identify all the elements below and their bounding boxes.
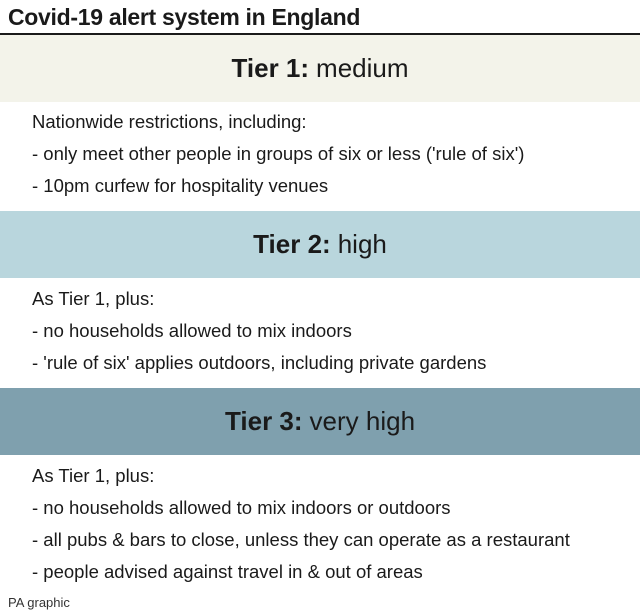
tier-3-item: - people advised against travel in & out of areas [32,561,423,582]
tier-2-level: high [337,229,387,259]
tier-1-intro: Nationwide restrictions, including: [32,111,307,132]
tier-2-name: Tier 2: [253,229,331,259]
tier-3-restrictions [32,460,632,588]
tier-3-name: Tier 3: [224,406,303,436]
tier-3-item: - all pubs & bars to close, unless they can operate as a restaurant [32,529,570,550]
tier-1-level: medium [316,53,409,83]
tier-2-header [0,211,640,278]
source-credit: PA graphic [8,595,70,610]
tier-1-item: - 10pm curfew for hospitality venues [32,175,329,196]
tier-2-item: - no households allowed to mix indoors [32,320,352,341]
tier-2-intro: As Tier 1, plus: [32,288,155,309]
tier-3-level: very high [309,406,416,436]
tier-2-item: - 'rule of six' applies outdoors, including private gardens [32,352,487,373]
tier-1-header [0,35,640,102]
tier-1-name: Tier 1: [231,53,310,83]
tier-2-restrictions [32,283,632,379]
tier-1-item: - only meet other people in groups of six or less ('rule of six') [32,143,525,164]
tier-3-header [0,388,640,455]
tier-3-item: - no households allowed to mix indoors or outdoors [32,497,451,518]
page-title: Covid-19 alert system in England [8,4,361,30]
tier-3-intro: As Tier 1, plus: [32,465,155,486]
tier-1-restrictions [32,106,632,202]
